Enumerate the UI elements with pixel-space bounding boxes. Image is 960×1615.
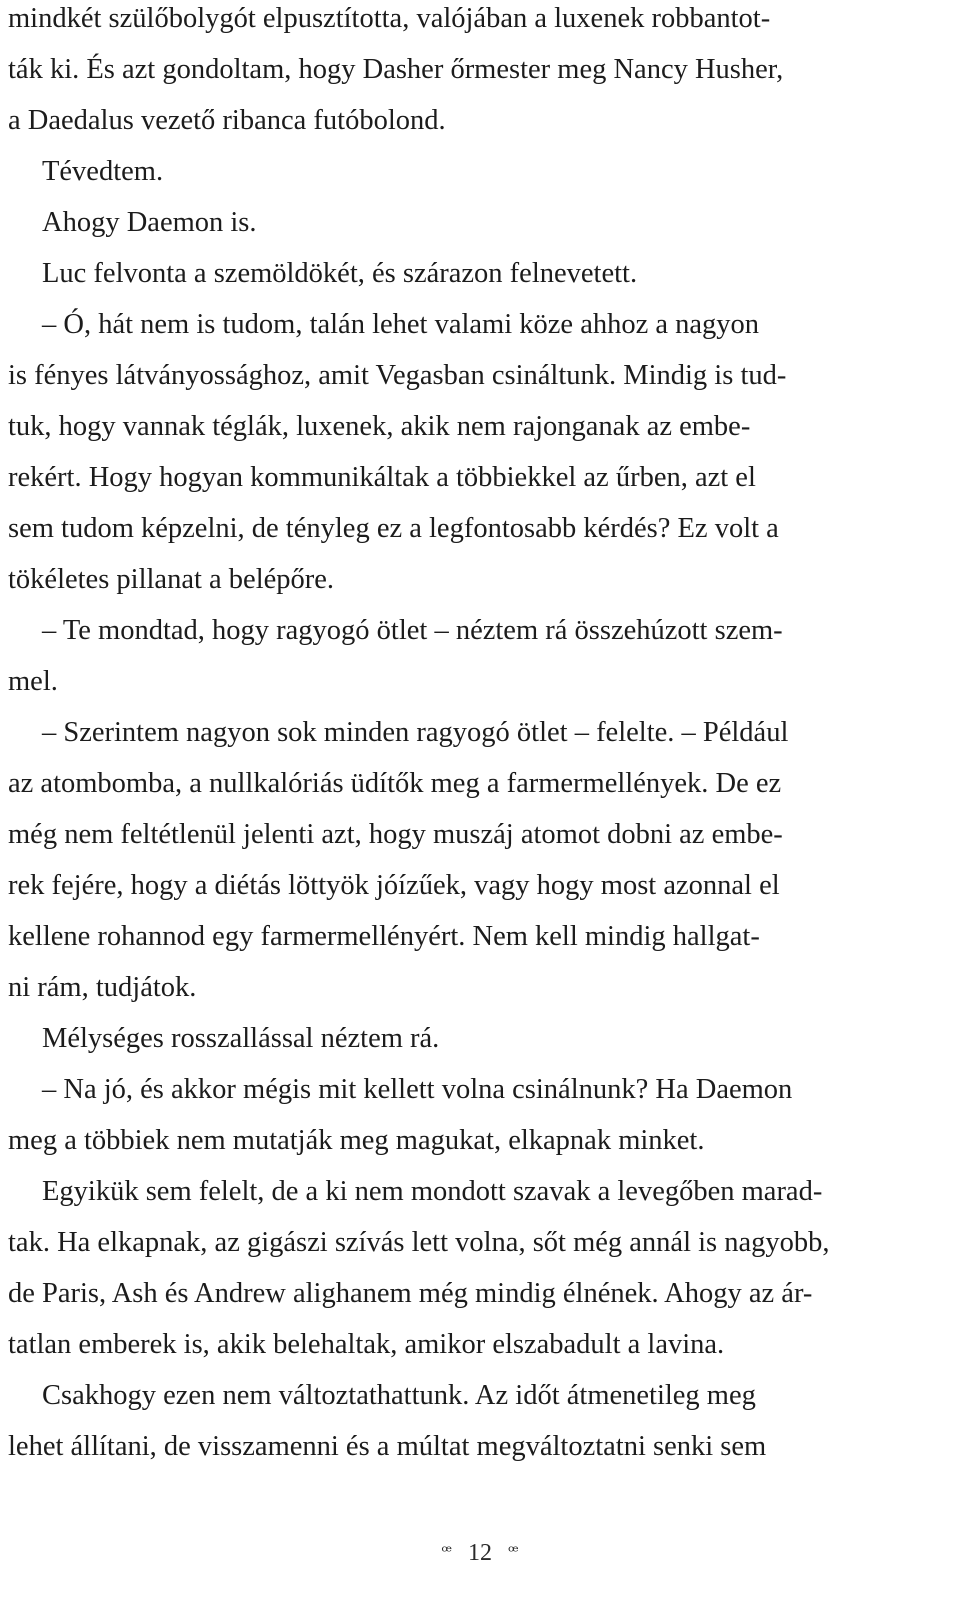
text-line-23: meg a többiek nem mutatják meg magukat, elkapnak minket. bbox=[8, 1125, 705, 1156]
text-line-3: a Daedalus vezető ribanca futóbolond. bbox=[8, 105, 446, 136]
text-line-8: is fényes látványossághoz, amit Vegasban csináltunk. Mindig is tud- bbox=[8, 360, 787, 391]
text-line-19: kellene rohannod egy farmermellényért. Nem kell mindig hallgat- bbox=[8, 921, 760, 952]
text-line-5: Ahogy Daemon is. bbox=[42, 207, 257, 238]
text-line-26: de Paris, Ash és Andrew alighanem még mindig élnének. Ahogy az ár- bbox=[8, 1278, 813, 1309]
text-line-6: Luc felvonta a szemöldökét, és szárazon felnevetett. bbox=[42, 258, 638, 289]
text-line-28: Csakhogy ezen nem változtathattunk. Az időt átmenetileg meg bbox=[42, 1380, 756, 1411]
text-line-18: rek fejére, hogy a diétás löttyök jóízűek, vagy hogy most azonnal el bbox=[8, 870, 780, 901]
text-line-9: tuk, hogy vannak téglák, luxenek, akik nem rajonganak az embe- bbox=[8, 411, 751, 442]
text-line-25: tak. Ha elkapnak, az gigászi szívás lett volna, sőt még annál is nagyobb, bbox=[8, 1227, 830, 1258]
text-line-15: – Szerintem nagyon sok minden ragyogó ötlet – felelte. – Például bbox=[42, 717, 789, 748]
text-line-1: mindkét szülőbolygót elpusztította, valójában a luxenek robbantot- bbox=[8, 3, 771, 34]
text-line-4: Tévedtem. bbox=[42, 156, 164, 187]
text-line-11: sem tudom képzelni, de tényleg ez a legfontosabb kérdés? Ez volt a bbox=[8, 513, 779, 544]
text-line-17: még nem feltétlenül jelenti azt, hogy muszáj atomot dobni az embe- bbox=[8, 819, 783, 850]
ornament-right-icon: ꟹ bbox=[508, 1542, 519, 1562]
text-line-12: tökéletes pillanat a belépőre. bbox=[8, 564, 335, 595]
text-line-10: rekért. Hogy hogyan kommunikáltak a többiekkel az űrben, azt el bbox=[8, 462, 756, 493]
ornament-left-icon: ꟹ bbox=[441, 1542, 452, 1562]
text-line-7: – Ó, hát nem is tudom, talán lehet valami köze ahhoz a nagyon bbox=[42, 309, 760, 340]
text-line-16: az atombomba, a nullkalóriás üdítők meg a farmermellények. De ez bbox=[8, 768, 782, 799]
page-number: 12 bbox=[468, 1540, 492, 1566]
text-line-20: ni rám, tudjátok. bbox=[8, 972, 197, 1003]
text-line-13: – Te mondtad, hogy ragyogó ötlet – néztem rá összehúzott szem- bbox=[42, 615, 783, 646]
text-line-2: ták ki. És azt gondoltam, hogy Dasher őrmester meg Nancy Husher, bbox=[8, 54, 784, 85]
page-footer bbox=[0, 1538, 960, 1569]
text-line-29: lehet állítani, de visszamenni és a múltat megváltoztatni senki sem bbox=[8, 1431, 767, 1462]
text-line-21: Mélységes rosszallással néztem rá. bbox=[42, 1023, 440, 1054]
text-line-27: tatlan emberek is, akik belehaltak, amikor elszabadult a lavina. bbox=[8, 1329, 725, 1360]
text-line-14: mel. bbox=[8, 666, 58, 697]
text-line-22: – Na jó, és akkor mégis mit kellett volna csinálnunk? Ha Daemon bbox=[42, 1074, 793, 1105]
text-line-24: Egyikük sem felelt, de a ki nem mondott szavak a levegőben marad- bbox=[42, 1176, 823, 1207]
